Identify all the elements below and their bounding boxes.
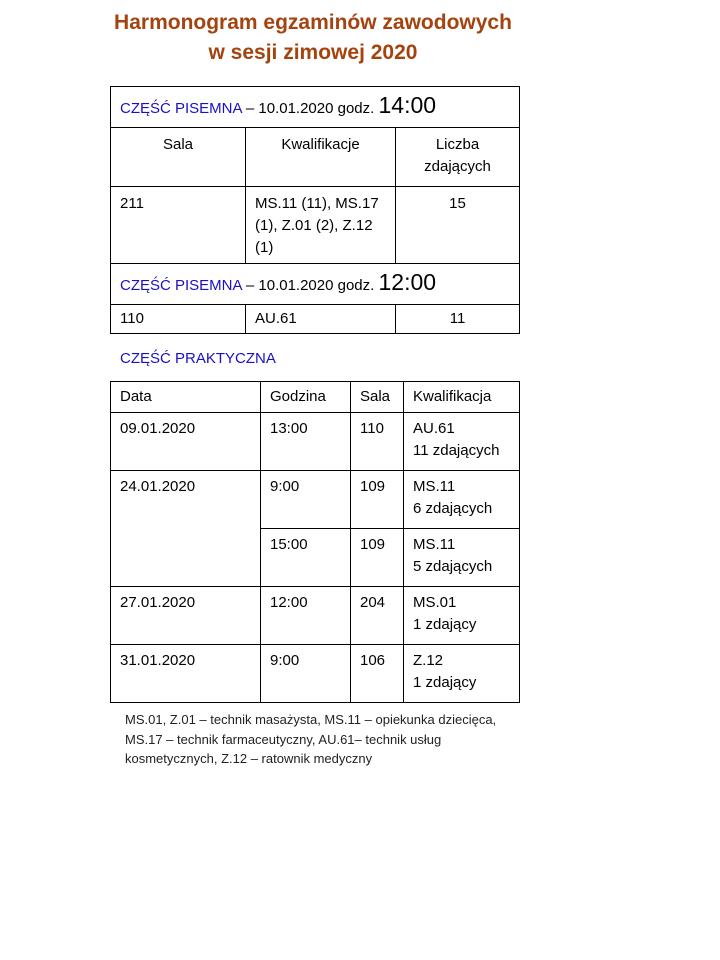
cell-sala: 211 xyxy=(111,187,246,264)
title-line-1: Harmonogram egzaminów zawodowych xyxy=(114,11,512,34)
qualification-code: MS.01 xyxy=(413,594,457,611)
cell-godzina: 15:00 xyxy=(261,529,351,587)
header-sala: Sala xyxy=(111,128,246,187)
cell-kwalifikacja xyxy=(404,413,520,471)
section-time: 14:00 xyxy=(378,92,437,118)
section-label: CZĘŚĆ PISEMNA xyxy=(120,100,242,117)
cell-godzina: 12:00 xyxy=(261,587,351,645)
section-time: 12:00 xyxy=(378,269,437,295)
cell-kwalifikacja xyxy=(404,529,520,587)
cell-data: 31.01.2020 xyxy=(111,645,261,703)
cell-sala: 110 xyxy=(351,413,404,471)
section-date: – 10.01.2020 godz. xyxy=(241,100,379,117)
table-row xyxy=(111,587,520,645)
header-godzina: Godzina xyxy=(261,382,351,413)
candidate-count: 5 zdających xyxy=(413,558,493,575)
cell-kwalifikacja xyxy=(404,587,520,645)
cell-liczba: 15 xyxy=(396,187,520,264)
cell-kwalifikacje: AU.61 xyxy=(246,305,396,334)
qualification-legend: MS.01, Z.01 – technik masażysta, MS.11 – opiekunka dziecięca, MS.17 – technik farmaceutyczny, AU.61– technik usług kosmetycznych, Z.12 – ratownik medyczny xyxy=(125,712,497,766)
table-row xyxy=(111,413,520,471)
cell-godzina: 13:00 xyxy=(261,413,351,471)
header-kwalifikacje: Kwalifikacje xyxy=(246,128,396,187)
header-data: Data xyxy=(111,382,261,413)
candidate-count: 1 zdający xyxy=(413,616,477,633)
candidate-count: 11 zdających xyxy=(413,442,500,459)
written-section-1-row xyxy=(111,87,520,128)
cell-sala: 109 xyxy=(351,471,404,529)
cell-kwalifikacja xyxy=(404,645,520,703)
cell-sala: 106 xyxy=(351,645,404,703)
cell-sala: 110 xyxy=(111,305,246,334)
practical-section-label: CZĘŚĆ PRAKTYCZNA xyxy=(120,350,276,367)
practical-exam-table xyxy=(110,381,520,703)
qualification-code: AU.61 xyxy=(413,420,455,437)
candidate-count: 6 zdających xyxy=(413,500,493,517)
table-row xyxy=(111,305,520,334)
section-date: – 10.01.2020 godz. xyxy=(241,277,379,294)
cell-kwalifikacja xyxy=(404,471,520,529)
document-title xyxy=(0,8,626,68)
cell-sala: 109 xyxy=(351,529,404,587)
cell-data: 09.01.2020 xyxy=(111,413,261,471)
qualification-code: MS.11 xyxy=(413,478,456,495)
table-row xyxy=(111,471,520,529)
table-row xyxy=(111,187,520,264)
header-kwalifikacja: Kwalifikacja xyxy=(404,382,520,413)
written-header-row xyxy=(111,128,520,187)
cell-data: 24.01.2020 xyxy=(111,471,261,587)
cell-data: 27.01.2020 xyxy=(111,587,261,645)
table-row xyxy=(111,645,520,703)
header-liczba: Liczba zdających xyxy=(396,128,520,187)
written-section-1-header xyxy=(111,87,520,128)
cell-sala: 204 xyxy=(351,587,404,645)
written-section-2-row xyxy=(111,264,520,305)
written-section-2-header xyxy=(111,264,520,305)
practical-header-row xyxy=(111,382,520,413)
title-line-2: w sesji zimowej 2020 xyxy=(208,41,418,64)
cell-godzina: 9:00 xyxy=(261,645,351,703)
qualification-code: MS.11 xyxy=(413,536,456,553)
section-label: CZĘŚĆ PISEMNA xyxy=(120,277,242,294)
qualification-code: Z.12 xyxy=(413,652,444,669)
cell-godzina: 9:00 xyxy=(261,471,351,529)
header-sala: Sala xyxy=(351,382,404,413)
cell-kwalifikacje: MS.11 (11), MS.17 (1), Z.01 (2), Z.12 (1) xyxy=(246,187,396,264)
written-exam-table xyxy=(110,86,520,334)
candidate-count: 1 zdający xyxy=(413,674,477,691)
cell-liczba: 11 xyxy=(396,305,520,334)
